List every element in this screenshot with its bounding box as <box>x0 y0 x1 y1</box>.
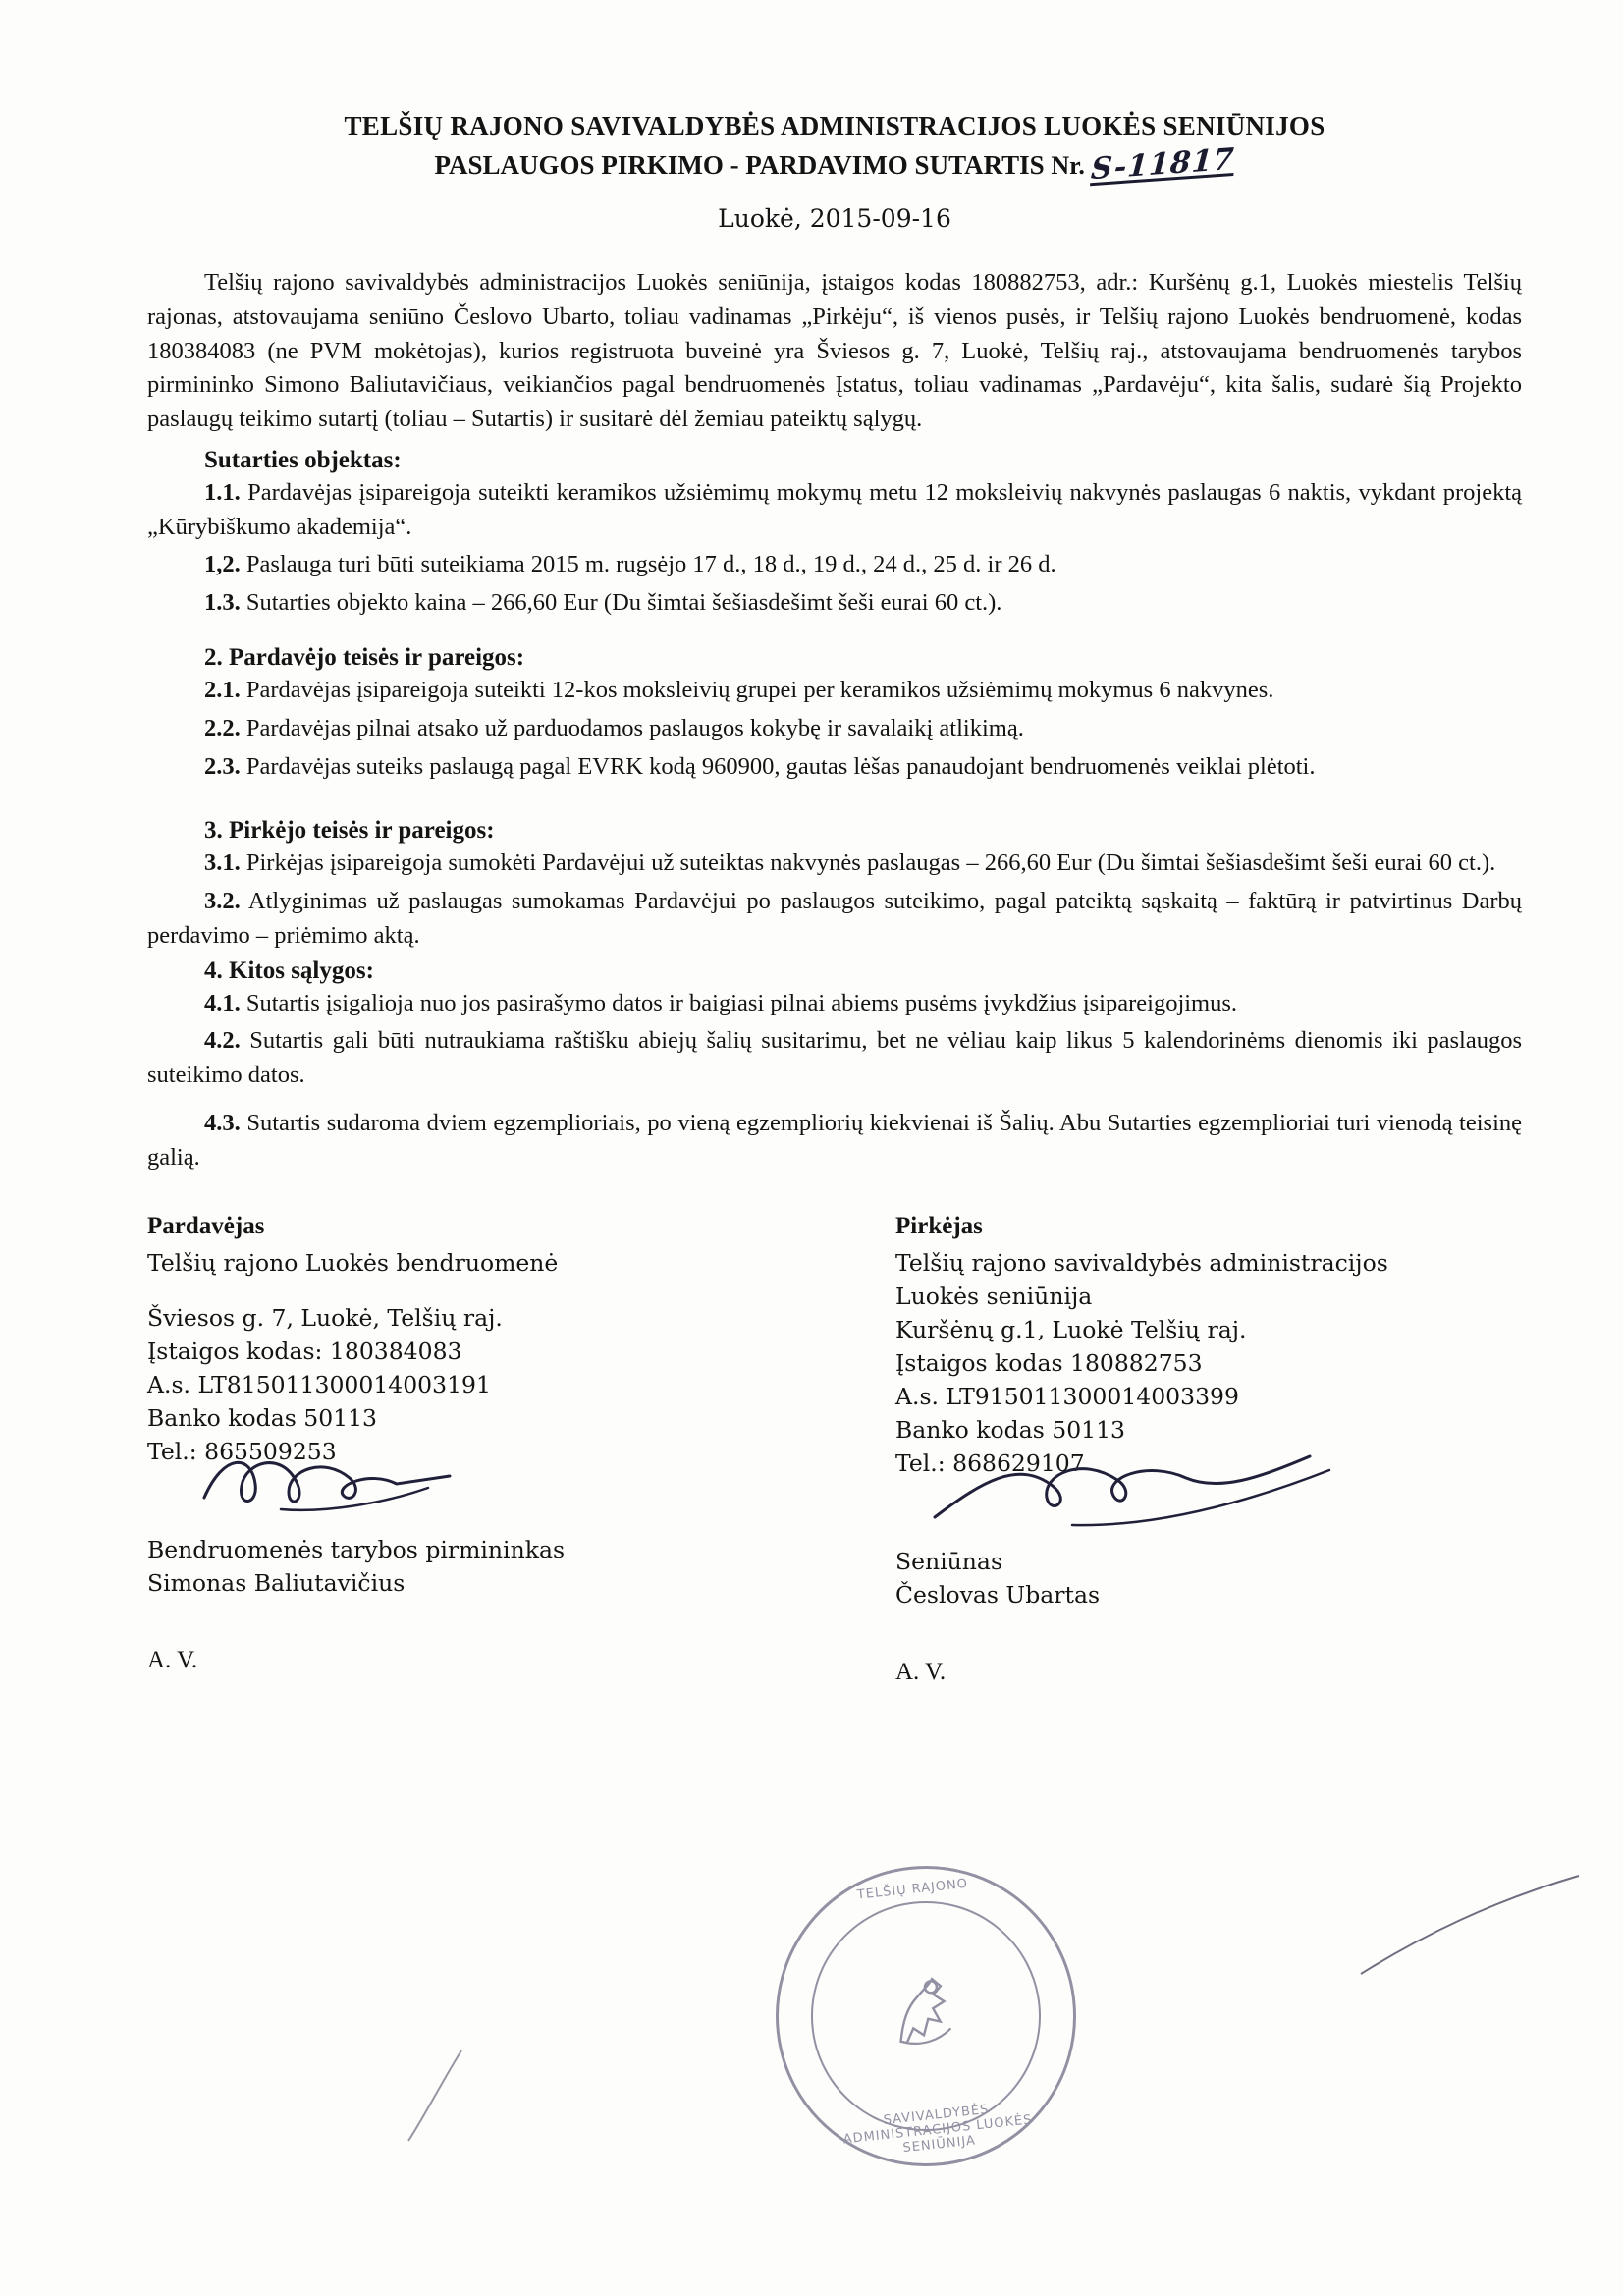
page-title-line-1: TELŠIŲ RAJONO SAVIVALDYBĖS ADMINISTRACIJOS LUOKĖS SENIŪNIJOS <box>344 111 1325 140</box>
page-title-text: PASLAUGOS PIRKIMO - PARDAVIMO SUTARTIS <box>434 150 1045 181</box>
buyer-name: Česlovas Ubartas <box>895 1581 1101 1610</box>
buyer-account: A.s. LT915011300014003399 <box>895 1383 1239 1411</box>
page-title-line-2 <box>147 143 1522 187</box>
clause-number: 4.1. <box>204 989 241 1016</box>
buyer-org-line-1: Telšių rajono savivaldybės administracijos <box>895 1248 1388 1277</box>
document-header <box>147 108 1522 187</box>
coat-of-arms-icon <box>874 1957 979 2074</box>
clause-2-2 <box>147 712 1522 746</box>
clause-number: 3.1. <box>204 849 241 877</box>
clause-1-1 <box>147 476 1522 545</box>
seller-org: Telšių rajono Luokės bendruomenė <box>147 1248 559 1277</box>
official-stamp <box>761 1851 1091 2181</box>
buyer-org-line-2: Luokės seniūnija <box>895 1282 1093 1310</box>
clause-number: 2.1. <box>204 676 241 703</box>
clause-number: 1.3. <box>204 589 241 617</box>
clause-4-1 <box>147 987 1522 1021</box>
section-heading-3: 3. Pirkėjo teisės ir pareigos: <box>204 817 495 845</box>
document-body <box>147 108 1522 1691</box>
seller-signature-mark <box>147 1468 835 1533</box>
clause-number: 2.3. <box>204 752 241 780</box>
clause-3-1 <box>147 847 1522 881</box>
buyer-position: Seniūnas <box>895 1548 1002 1576</box>
clause-1-2 <box>147 548 1522 582</box>
clause-4-3 <box>147 1107 1522 1175</box>
buyer-role: Pirkėjas <box>895 1212 983 1239</box>
seller-av-label: A. V. <box>147 1647 198 1674</box>
clause-number: 3.2. <box>204 888 241 915</box>
seller-name: Simonas Baliutavičius <box>147 1569 406 1598</box>
clause-text: Paslauga turi būti suteikiama 2015 m. rugsėjo 17 d., 18 d., 19 d., 24 d., 25 d. ir 26 d. <box>245 551 1056 578</box>
stamp-bottom-text: SAVIVALDYBĖS ADMINISTRACIJOS LUOKĖS SENIŪNIJA <box>842 2102 1034 2157</box>
seller-role: Pardavėjas <box>147 1212 265 1239</box>
clause-number: 1.1. <box>204 478 241 506</box>
seller-signature-block <box>147 1209 835 1691</box>
buyer-av-label: A. V. <box>895 1659 947 1686</box>
clause-text: Pardavėjas įsipareigoja suteikti keramikos užsiėmimų mokymų metu 12 moksleivių nakvynės paslaugas 6 naktis, vykdant projektą „Kūrybiškumo akademija“. <box>147 478 1522 540</box>
clause-3-2 <box>147 885 1522 954</box>
buyer-address: Kuršėnų g.1, Luokė Telšių raj. <box>895 1315 1247 1343</box>
buyer-signature-block <box>835 1209 1522 1691</box>
clause-text: Pardavėjas suteiks paslaugą pagal EVRK kodą 960900, gautas lėšas panaudojant bendruomenės veiklai plėtoti. <box>245 752 1316 780</box>
clause-number: 4.2. <box>204 1027 241 1055</box>
preamble-paragraph: Telšių rajono savivaldybės administracijos Luokės seniūnija, įstaigos kodas 180882753, adr.: Kuršėnų g.1, Luokės miestelis Telšių rajonas, atstovaujama seniūno Česlovo Ubarto, toliau vadinamas „Pirkėju“, iš vienos pusės, ir Telšių rajono Luokės bendruomenė, kodas 180384083 (ne PVM mokėtojas), kurios registruota buveinė yra Šviesos g. 7, Luokė, Telšių raj., atstovaujama bendruomenės tarybos pirmininko Simono Baliutavičiaus, veikiančios pagal bendruomenės Įstatus, toliau vadinamas „Pardavėju“, kita šalis, sudarė šią Projekto paslaugų teikimo sutartį (toliau – Sutartis) ir susitarė dėl žemiau pateiktų sąlygų. <box>147 268 1522 433</box>
buyer-code: Įstaigos kodas 180882753 <box>895 1349 1203 1377</box>
place-and-date: Luokė, 2015-09-16 <box>718 203 951 233</box>
buyer-signature-mark <box>895 1480 1522 1545</box>
contract-number-value: S-11817 <box>1089 142 1236 188</box>
section-heading-4: 4. Kitos sąlygos: <box>204 957 374 984</box>
clause-2-1 <box>147 674 1522 708</box>
buyer-bank-code: Banko kodas 50113 <box>895 1416 1126 1445</box>
clause-text: Sutartis sudaroma dviem egzemplioriais, po vieną egzempliorių kiekvienai iš Šalių. Abu Sutarties egzemplioriai turi vienodą teisinę galią. <box>147 1110 1522 1171</box>
clause-number: 4.3. <box>204 1110 241 1136</box>
clause-text: Pardavėjas įsipareigoja suteikti 12-kos moksleivių grupei per keramikos užsiėmimų mokymus 6 nakvynes. <box>245 676 1274 703</box>
clause-text: Atlyginimas už paslaugas sumokamas Pardavėjui po paslaugos suteikimo, pagal pateiktą sąskaitą – faktūrą ir patvirtinus Darbų perdavimo – priėmimo aktą. <box>147 888 1522 949</box>
clause-1-3 <box>147 586 1522 621</box>
clause-text: Sutarties objekto kaina – 266,60 Eur (Du šimtai šešiasdešimt šeši eurai 60 ct.). <box>245 589 1002 617</box>
clause-number: 1,2. <box>204 551 241 578</box>
clause-text: Pardavėjas pilnai atsako už parduodamos paslaugos kokybę ir savalaikį atlikimą. <box>245 714 1024 741</box>
clause-text: Pirkėjas įsipareigoja sumokėti Pardavėjui už suteiktas nakvynės paslaugas – 266,60 Eur (Du šimtai šešiasdešimt šeši eurai 60 ct.). <box>245 849 1496 877</box>
clause-number: 2.2. <box>204 714 241 741</box>
clause-2-3 <box>147 750 1522 785</box>
section-heading-1: Sutarties objektas: <box>204 446 402 473</box>
knight-emblem-icon <box>874 1957 978 2061</box>
seller-address: Šviesos g. 7, Luokė, Telšių raj. <box>147 1303 503 1332</box>
stamp-top-text: TELŠIŲ RAJONO <box>856 1876 969 1903</box>
section-heading-2: 2. Pardavėjo teisės ir pareigos: <box>204 643 525 671</box>
clause-4-2 <box>147 1024 1522 1093</box>
clause-text: Sutartis įsigalioja nuo jos pasirašymo datos ir baigiasi pilnai abiems pusėms įvykdžius įsipareigojimus. <box>245 989 1238 1016</box>
seller-bank-code: Banko kodas 50113 <box>147 1404 378 1433</box>
signature-area <box>147 1209 1522 1691</box>
margin-scribble-icon <box>1355 1866 1591 1984</box>
buyer-phone: Tel.: 868629107 <box>895 1449 1085 1478</box>
clause-text: Sutartis gali būti nutraukiama raštišku abiejų šalių susitarimu, bet ne vėliau kaip likus 5 kalendorinėms dienomis iki paslaugos suteikimo datos. <box>147 1027 1522 1089</box>
seller-account: A.s. LT815011300014003191 <box>147 1371 491 1398</box>
seller-phone: Tel.: 865509253 <box>147 1438 337 1466</box>
margin-scribble-icon <box>383 2043 501 2151</box>
stamp-inner-ring <box>799 1876 1052 2157</box>
seller-code: Įstaigos kodas: 180384083 <box>147 1337 462 1365</box>
seller-position: Bendruomenės tarybos pirmininkas <box>147 1536 566 1564</box>
contract-number-label: Nr. <box>1051 151 1085 181</box>
